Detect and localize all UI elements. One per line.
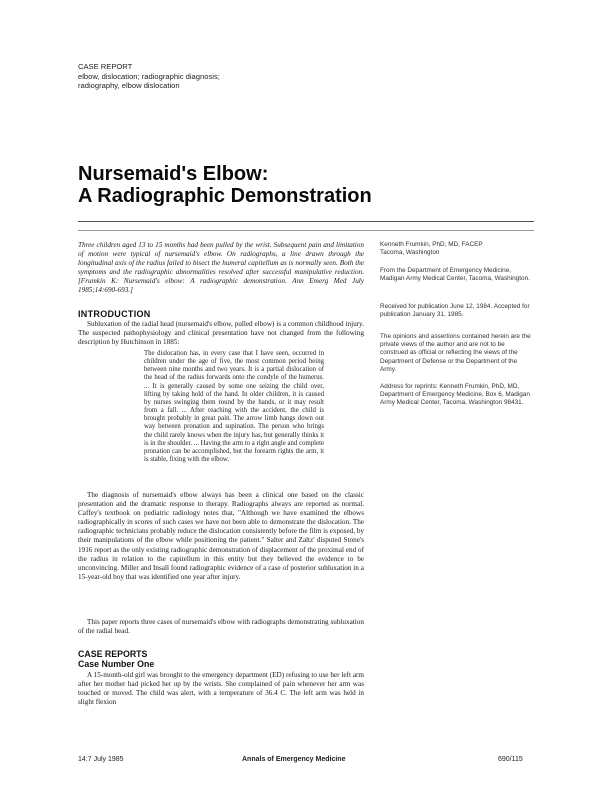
case-reports-title: CASE REPORTS: [78, 649, 148, 659]
keywords-line-2: radiography, elbow dislocation: [78, 81, 180, 90]
footer-page: 690/115: [498, 756, 523, 763]
affiliation-note: From the Department of Emergency Medicine, Madigan Army Medical Center, Tacoma, Washington.: [380, 267, 530, 283]
disclaimer-note: The opinions and assertions contained herein are the private views of the author and are not to be construed as official or reflecting the views of the Department of Defense or the Department of the Army.: [380, 333, 531, 373]
intro-paragraph-2: The diagnosis of nursemaid's elbow always has been a clinical one based on the classic presentation and the dramatic response to therapy. Radiographs always are reported as normal. Caffey's textbook on pediatric radiology notes that, "Although we have examined the elbows radiographically in scores of such cases we have not been able to demonstrate the dislocation. The radiographic technicians probably reduce the dislocation consistently before the film is exposed, by their manipulations of the elbow while positioning the patient." Salter and Zaltz' disputed Stone's 1916 report as the only existing radiographic demonstration of displacement of the proximal end of the radius in relation to the capitellum in this entity but they believed the evidence to be unconvincing. Miller and Insall found radiographic evidence of a case of posterior subluxation in a 15-year-old boy that was identified one year after injury.: [78, 491, 365, 581]
keywords-line-1: elbow, dislocation; radiographic diagnosis;: [78, 71, 220, 81]
title-rule-thin: [78, 230, 534, 231]
footer-journal: Annals of Emergency Medicine: [242, 756, 346, 763]
abstract: Three children aged 13 to 15 months had been pulled by the wrist. Subsequent pain and limitation of motion were typical of nursemaid's elbow. On radiographs, a line drawn through the longitudinal axis of the radius failed to bisect the humeral capitellum as is normally seen. Both the symptoms and the radiographic abnormalities resolved after successful manipulative reduction. [Frumkin K: Nursemaid's elbow: A radiographic demonstration. Ann Emerg Med July 1985;14:690-693.]: [78, 241, 364, 295]
reprints-note: Address for reprints: Kenneth Frumkin, PhD, MD, Department of Emergency Medicine, Box 6, Madigan Army Medical Center, Tacoma, Washington 98431.: [380, 383, 530, 407]
author-location: Tacoma, Washington: [380, 249, 440, 257]
title-rule-main: [78, 221, 534, 222]
title-line-1: Nursemaid's Elbow:: [78, 163, 269, 185]
article-title: [78, 163, 372, 207]
intro-paragraph-1: Subluxation of the radial head (nursemaid's elbow, pulled elbow) is a common childhood injury. The suspected pathophysiology and clinical presentation have not changed from the following description by Hutchinson in 1885:: [78, 320, 364, 347]
intro-paragraph-3: This paper reports three cases of nursemaid's elbow with radiographs demonstrating subluxation of the radial head.: [78, 618, 364, 636]
introduction-heading: INTRODUCTION: [78, 309, 151, 319]
hutchinson-quote: The dislocation has, in every case that I have seen, occurred in children under the age of five, the most common period being between nine months and two years. It is a partial dislocation of the head of the radius forwards onto the condyle of the humerus. ... It is generally caused by some one seizing the child over, lifting by taking hold of the hand. In older children, it is caused by nurses swinging them round by the hands, or it may result from a fall. ... After reaching with the accident, the child is brought probably in great pain. The arrow limb hangs down out way between pronation and supination. The person who brings the child rarely knows when the injury has, but generally thinks it is in the shoulder. ... Having the arm to a right angle and complete pronation can be accomplished, but the forearm rights the arm, it is stable, fixing with the elbow.: [144, 350, 324, 464]
case-one-paragraph: A 15-month-old girl was brought to the emergency department (ED) refusing to use her left arm after her mother had picked her up by the wrists. She complained of pain whenever her arm was touched or moved. The child was alert, with a temperature of 36.4 C. The left arm was held in slight flexion: [78, 671, 364, 707]
case-number-one-title: Case Number One: [78, 658, 155, 669]
article-type-label: CASE REPORT: [78, 62, 133, 71]
case-reports-heading: [78, 650, 154, 669]
title-line-2: A Radiographic Demonstration: [78, 185, 372, 207]
case-report-header: [78, 62, 220, 91]
author-name: Kenneth Frumkin, PhD, MD, FACEP: [380, 241, 483, 248]
footer-volume: 14:7 July 1985: [78, 756, 124, 763]
received-note: Received for publication June 12, 1984. Accepted for publication January 31, 1985.: [380, 303, 530, 319]
author-block: [380, 241, 532, 257]
